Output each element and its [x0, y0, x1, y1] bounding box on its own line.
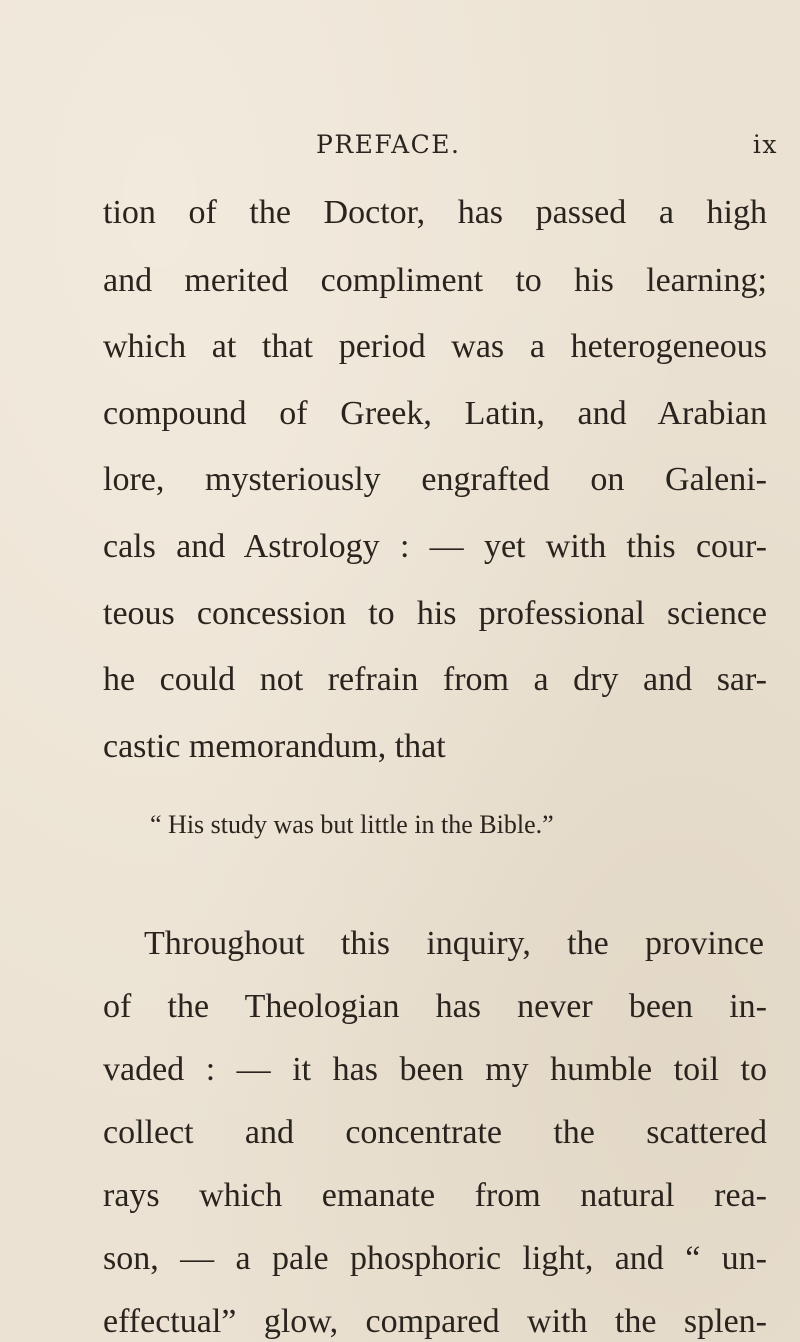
text-line: tion of the Doctor, has passed a high: [103, 194, 767, 231]
running-head: [316, 130, 800, 170]
text-line: rays which emanate from natural rea-: [103, 1177, 767, 1214]
text-line: teous concession to his professional science: [103, 595, 767, 632]
text-line: collect and concentrate the scattered: [103, 1114, 767, 1151]
text-line: castic memorandum, that: [103, 728, 446, 765]
quotation: “ His study was but little in the Bible.”: [150, 810, 554, 839]
text-line: lore, mysteriously engrafted on Galeni-: [103, 461, 767, 498]
text-line: of the Theologian has never been in-: [103, 988, 767, 1025]
text-line: he could not refrain from a dry and sar-: [103, 661, 767, 698]
text-line: cals and Astrology : — yet with this cour-: [103, 528, 767, 565]
running-head-title: PREFACE.: [316, 130, 461, 159]
text-line: which at that period was a heterogeneous: [103, 328, 767, 365]
text-line: vaded : — it has been my humble toil to: [103, 1051, 767, 1088]
text-line: Throughout this inquiry, the province: [144, 925, 764, 962]
text-line: and merited compliment to his learning;: [103, 262, 767, 299]
page-number: ix: [752, 130, 778, 159]
text-line: compound of Greek, Latin, and Arabian: [103, 395, 767, 432]
text-line: effectual” glow, compared with the splen-: [103, 1303, 767, 1340]
text-line: son, — a pale phosphoric light, and “ un-: [103, 1240, 767, 1277]
